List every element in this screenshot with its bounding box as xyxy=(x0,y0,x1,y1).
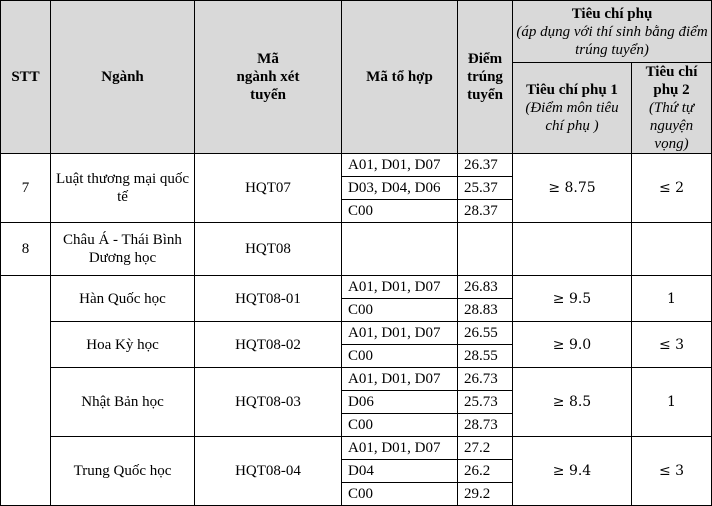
stt-cell-empty xyxy=(1,276,51,506)
to-hop-cell: A01, D01, D07 xyxy=(342,276,458,299)
header-stt: STT xyxy=(1,1,51,154)
header-to-hop: Mã tổ hợp xyxy=(342,1,458,154)
diem-cell: 26.73 xyxy=(458,368,513,391)
tc2-cell: ≤ 3 xyxy=(632,322,712,368)
tc1-cell: ≥ 9.4 xyxy=(513,437,632,506)
header-ma-nganh-line-1: Mã xyxy=(257,51,279,67)
to-hop-cell: A01, D01, D07 xyxy=(342,368,458,391)
to-hop-cell: C00 xyxy=(342,200,458,223)
diem-cell: 28.37 xyxy=(458,200,513,223)
to-hop-cell: D03, D04, D06 xyxy=(342,177,458,200)
tc1-cell: ≥ 8.75 xyxy=(513,154,632,223)
diem-cell: 26.55 xyxy=(458,322,513,345)
nganh-cell: Nhật Bản học xyxy=(51,368,195,437)
header-diem-line-3: tuyển xyxy=(467,87,503,103)
header-ma-nganh-line-2: ngành xét xyxy=(236,69,300,85)
header-tieu-chi-phu-note: (áp dụng với thí sinh bằng điểm trúng tuyển) xyxy=(516,23,708,58)
header-tc1-note: (Điểm môn tiêu chí phụ ) xyxy=(525,100,619,134)
diem-cell: 27.2 xyxy=(458,437,513,460)
header-diem xyxy=(458,1,513,154)
tc1-cell-empty xyxy=(513,223,632,276)
ma-nganh-cell: HQT08 xyxy=(195,223,342,276)
ma-nganh-cell: HQT08-01 xyxy=(195,276,342,322)
nganh-cell: Luật thương mại quốc tế xyxy=(51,154,195,223)
diem-cell: 25.73 xyxy=(458,391,513,414)
to-hop-cell: D06 xyxy=(342,391,458,414)
stt-cell: 7 xyxy=(1,154,51,223)
header-ma-nganh-line-3: tuyển xyxy=(250,87,286,103)
to-hop-cell: A01, D01, D07 xyxy=(342,437,458,460)
to-hop-cell: C00 xyxy=(342,414,458,437)
header-tc2 xyxy=(632,63,712,154)
tc2-cell: ≤ 2 xyxy=(632,154,712,223)
to-hop-cell: D04 xyxy=(342,460,458,483)
header-tc2-note: (Thứ tự nguyện vọng) xyxy=(648,100,695,152)
tc1-cell: ≥ 8.5 xyxy=(513,368,632,437)
diem-cell: 28.73 xyxy=(458,414,513,437)
ma-nganh-cell: HQT08-03 xyxy=(195,368,342,437)
tc2-cell-empty xyxy=(632,223,712,276)
header-tc1 xyxy=(513,63,632,154)
tc1-cell: ≥ 9.0 xyxy=(513,322,632,368)
diem-cell: 29.2 xyxy=(458,483,513,506)
ma-nganh-cell: HQT07 xyxy=(195,154,342,223)
tc2-cell: 1 xyxy=(632,368,712,437)
diem-cell: 26.37 xyxy=(458,154,513,177)
table-body xyxy=(1,154,712,506)
diem-cell: 26.83 xyxy=(458,276,513,299)
header-tc1-title: Tiêu chí phụ 1 xyxy=(526,82,618,98)
nganh-cell: Trung Quốc học xyxy=(51,437,195,506)
header-diem-line-1: Điểm xyxy=(467,51,503,67)
header-tieu-chi-phu xyxy=(513,1,712,63)
stt-cell: 8 xyxy=(1,223,51,276)
header-ma-nganh xyxy=(195,1,342,154)
ma-nganh-cell: HQT08-04 xyxy=(195,437,342,506)
header-nganh: Ngành xyxy=(51,1,195,154)
header-tieu-chi-phu-title: Tiêu chí phụ xyxy=(571,5,653,22)
nganh-cell: Hàn Quốc học xyxy=(51,276,195,322)
tc2-cell: 1 xyxy=(632,276,712,322)
to-hop-cell: A01, D01, D07 xyxy=(342,154,458,177)
to-hop-cell: C00 xyxy=(342,345,458,368)
header-tc2-title: Tiêu chí phụ 2 xyxy=(645,64,698,98)
nganh-cell: Hoa Kỳ học xyxy=(51,322,195,368)
diem-cell: 28.55 xyxy=(458,345,513,368)
diem-cell: 28.83 xyxy=(458,299,513,322)
to-hop-cell: C00 xyxy=(342,483,458,506)
diem-cell: 26.2 xyxy=(458,460,513,483)
tc2-cell: ≤ 3 xyxy=(632,437,712,506)
to-hop-cell-empty xyxy=(342,223,458,276)
to-hop-cell: C00 xyxy=(342,299,458,322)
to-hop-cell: A01, D01, D07 xyxy=(342,322,458,345)
tc1-cell: ≥ 9.5 xyxy=(513,276,632,322)
header-diem-line-2: trúng xyxy=(467,69,503,85)
diem-cell-empty xyxy=(458,223,513,276)
nganh-cell: Châu Á - Thái Bình Dương học xyxy=(51,223,195,276)
ma-nganh-cell: HQT08-02 xyxy=(195,322,342,368)
diem-cell: 25.37 xyxy=(458,177,513,200)
